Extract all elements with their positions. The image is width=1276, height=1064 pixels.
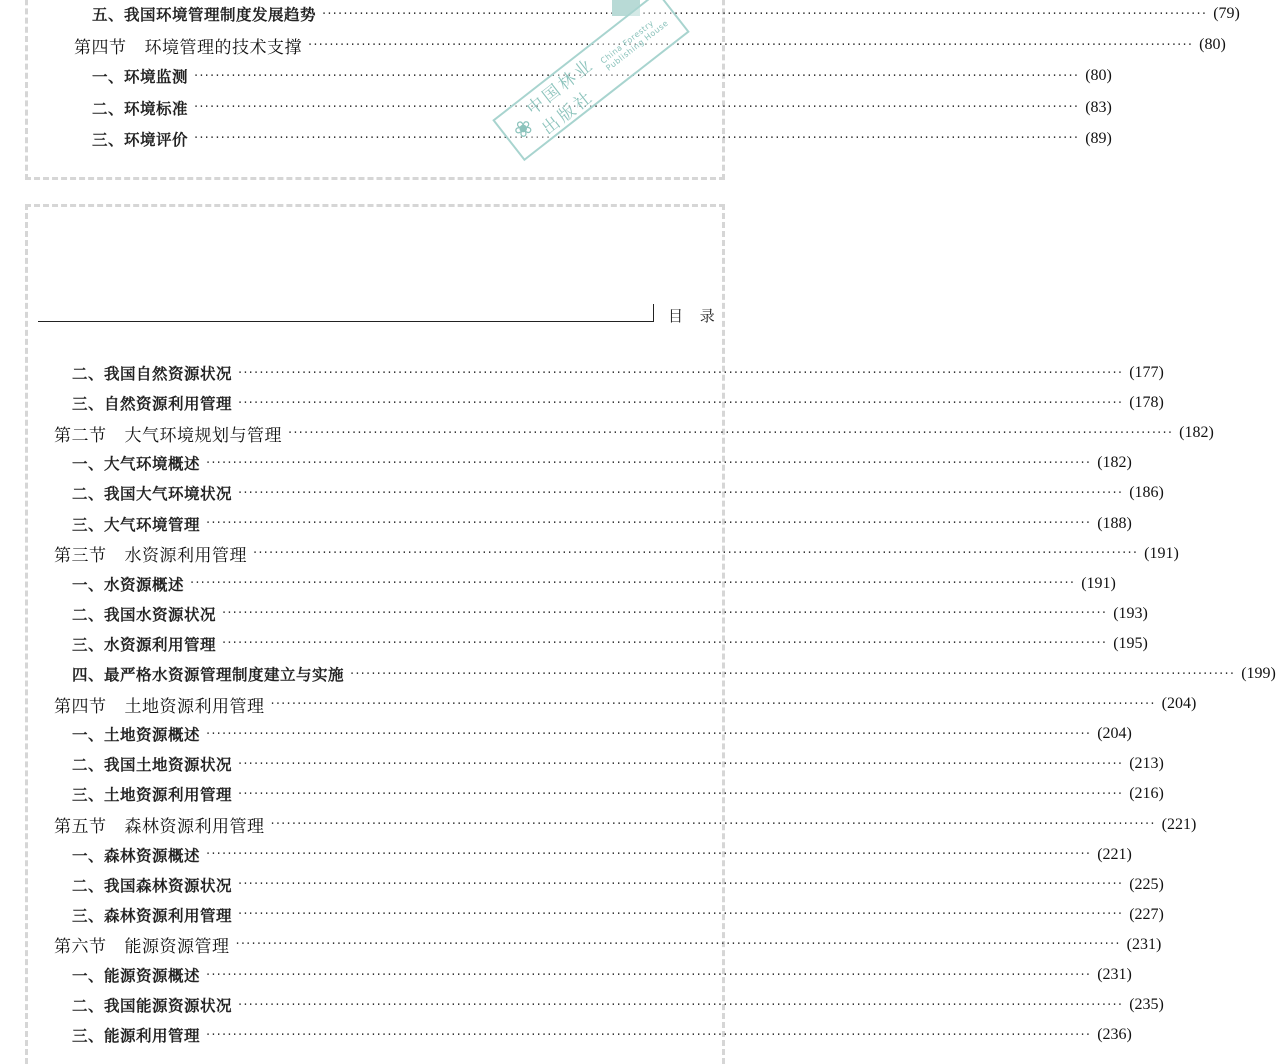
toc-section-row bbox=[74, 31, 1226, 59]
toc-entry-row bbox=[72, 1021, 1132, 1049]
toc-entry-label: 一、能源资源概述 bbox=[72, 966, 201, 985]
toc-entry-row bbox=[72, 991, 1164, 1019]
page-number: (195) bbox=[1113, 634, 1148, 652]
page-number: (191) bbox=[1081, 574, 1116, 592]
toc-entry-row bbox=[72, 720, 1132, 748]
dot-leader bbox=[322, 7, 1207, 22]
toc-entry-label: 二、我国水资源状况 bbox=[72, 604, 217, 624]
toc-entry-row bbox=[72, 630, 1148, 658]
page-number: (227) bbox=[1129, 905, 1164, 923]
toc-section-title: 森林资源利用管理 bbox=[124, 817, 265, 837]
dot-leader bbox=[253, 546, 1138, 561]
page-number: (221) bbox=[1161, 815, 1197, 833]
toc-section-label bbox=[54, 692, 265, 717]
dot-leader bbox=[238, 366, 1123, 381]
dot-leader bbox=[350, 667, 1235, 682]
toc-entry-label: 三、水资源利用管理 bbox=[72, 634, 217, 654]
page-number: (188) bbox=[1097, 514, 1132, 532]
page-number: (89) bbox=[1085, 129, 1112, 147]
toc-section-number: 第五节 bbox=[54, 817, 107, 837]
toc-entry-row bbox=[72, 510, 1132, 538]
dot-leader bbox=[238, 486, 1123, 501]
page-number: (213) bbox=[1129, 755, 1164, 773]
header-rule-tick bbox=[653, 304, 654, 322]
dot-leader bbox=[194, 100, 1079, 115]
page-number: (83) bbox=[1085, 98, 1112, 116]
dot-leader bbox=[238, 998, 1123, 1013]
watermark-text-en: China Forestry Publishing House bbox=[598, 18, 671, 73]
toc-entry-label: 三、环境评价 bbox=[92, 129, 189, 149]
toc-entry-label: 三、森林资源利用管理 bbox=[72, 905, 233, 925]
toc-entry-row bbox=[72, 389, 1164, 417]
dot-leader bbox=[222, 606, 1107, 621]
page-number: (186) bbox=[1129, 484, 1164, 502]
toc-entry-row bbox=[92, 0, 1240, 28]
toc-entry-row bbox=[92, 62, 1112, 90]
dot-leader bbox=[288, 426, 1173, 441]
toc-section-title: 水资源利用管理 bbox=[124, 546, 247, 567]
toc-entry-label: 三、自然资源利用管理 bbox=[72, 394, 233, 414]
toc-section-label bbox=[54, 812, 265, 837]
dot-leader bbox=[206, 968, 1091, 983]
toc-section-number: 第四节 bbox=[74, 37, 127, 58]
toc-entry-label: 二、我国土地资源状况 bbox=[72, 755, 233, 775]
toc-entry-label: 一、环境监测 bbox=[92, 67, 189, 87]
page-number: (236) bbox=[1097, 1026, 1132, 1044]
dot-leader bbox=[206, 1028, 1091, 1043]
page-number: (225) bbox=[1129, 875, 1164, 893]
page-number: (80) bbox=[1199, 36, 1226, 54]
toc-entry-label: 一、土地资源概述 bbox=[72, 725, 201, 745]
dot-leader bbox=[238, 757, 1123, 772]
toc-entry-row bbox=[72, 479, 1164, 507]
page-number: (204) bbox=[1161, 695, 1197, 713]
toc-entry-label: 三、土地资源利用管理 bbox=[72, 785, 233, 805]
toc-section-label bbox=[54, 932, 230, 957]
page-number: (182) bbox=[1097, 454, 1132, 472]
page-number: (216) bbox=[1129, 785, 1164, 803]
toc-entry-row bbox=[72, 871, 1164, 899]
toc-section-row bbox=[54, 931, 1162, 959]
toc-entry-label: 一、森林资源概述 bbox=[72, 845, 201, 865]
dot-leader bbox=[222, 636, 1107, 651]
toc-section-number: 第二节 bbox=[54, 425, 107, 446]
page-number: (193) bbox=[1113, 604, 1148, 622]
page-header-label: 目 录 bbox=[668, 307, 721, 325]
dot-leader bbox=[271, 697, 1156, 712]
toc-entry-row bbox=[92, 125, 1112, 153]
page-number: (231) bbox=[1126, 935, 1162, 953]
page-number: (204) bbox=[1097, 725, 1132, 743]
dot-leader bbox=[238, 907, 1123, 922]
toc-section-row bbox=[54, 540, 1179, 568]
toc-section-number: 第三节 bbox=[54, 546, 107, 567]
page-number: (191) bbox=[1144, 544, 1179, 562]
toc-section-row bbox=[54, 811, 1197, 839]
toc-entry-row bbox=[72, 660, 1276, 688]
toc-section-number: 第四节 bbox=[54, 696, 107, 717]
page-number: (231) bbox=[1097, 966, 1132, 983]
toc-entry-row bbox=[72, 359, 1164, 387]
toc-section-title: 环境管理的技术支撑 bbox=[144, 37, 302, 58]
watermark-text: 中国林业出版社 bbox=[523, 54, 599, 140]
page-number: (199) bbox=[1241, 665, 1276, 682]
toc-entry-label: 二、我国大气环境状况 bbox=[72, 484, 233, 504]
dot-leader bbox=[238, 787, 1123, 802]
dot-leader bbox=[308, 38, 1193, 53]
page-number: (178) bbox=[1129, 394, 1164, 412]
toc-section-label bbox=[74, 33, 302, 58]
page-number: (235) bbox=[1129, 996, 1164, 1014]
toc-entry-label: 二、我国森林资源状况 bbox=[72, 875, 233, 895]
dot-leader bbox=[194, 69, 1079, 84]
toc-entry-label: 一、水资源概述 bbox=[72, 574, 185, 594]
tree-icon: ❀ bbox=[508, 113, 539, 145]
toc-entry-row bbox=[72, 449, 1132, 477]
toc-section-label bbox=[54, 541, 247, 566]
toc-entry-label: 三、能源利用管理 bbox=[72, 1026, 201, 1046]
toc-entry-row bbox=[72, 780, 1164, 808]
toc-entry-row bbox=[92, 94, 1112, 122]
dot-leader bbox=[194, 131, 1079, 146]
toc-entry-label: 一、大气环境概述 bbox=[72, 454, 201, 474]
toc-entry-label: 二、我国能源资源状况 bbox=[72, 996, 233, 1016]
dot-leader bbox=[206, 847, 1091, 862]
header-rule bbox=[38, 321, 654, 322]
toc-section-number: 第六节 bbox=[54, 937, 107, 958]
page-number: (221) bbox=[1097, 845, 1132, 863]
dot-leader bbox=[206, 456, 1091, 471]
toc-entry-row bbox=[72, 901, 1164, 929]
page-number: (80) bbox=[1085, 67, 1112, 85]
page-number: (79) bbox=[1213, 5, 1240, 22]
toc-entry-label: 五、我国环境管理制度发展趋势 bbox=[92, 5, 317, 24]
dot-leader bbox=[206, 516, 1091, 531]
toc-entry-label: 二、环境标准 bbox=[92, 98, 189, 118]
toc-entry-label: 二、我国自然资源状况 bbox=[72, 364, 233, 383]
dot-leader bbox=[236, 937, 1121, 952]
toc-section-label bbox=[54, 421, 282, 446]
toc-entry-row bbox=[72, 841, 1132, 869]
dot-leader bbox=[271, 817, 1156, 832]
toc-section-title: 土地资源利用管理 bbox=[124, 696, 265, 717]
toc-entry-label: 四、最严格水资源管理制度建立与实施 bbox=[72, 665, 345, 684]
dot-leader bbox=[190, 576, 1075, 591]
toc-entry-row bbox=[72, 600, 1148, 628]
page-number: (177) bbox=[1129, 364, 1164, 381]
page-number: (182) bbox=[1179, 424, 1214, 442]
dot-leader bbox=[206, 727, 1091, 742]
toc-entry-row bbox=[72, 570, 1116, 598]
dot-leader bbox=[238, 396, 1123, 411]
toc-section-title: 大气环境规划与管理 bbox=[124, 425, 282, 446]
toc-entry-row bbox=[72, 750, 1164, 778]
toc-entry-row bbox=[72, 961, 1132, 989]
toc-section-title: 能源资源管理 bbox=[124, 937, 230, 958]
dot-leader bbox=[238, 877, 1123, 892]
toc-entry-label: 三、大气环境管理 bbox=[72, 514, 201, 534]
toc-section-row bbox=[54, 419, 1214, 447]
toc-section-row bbox=[54, 690, 1197, 718]
